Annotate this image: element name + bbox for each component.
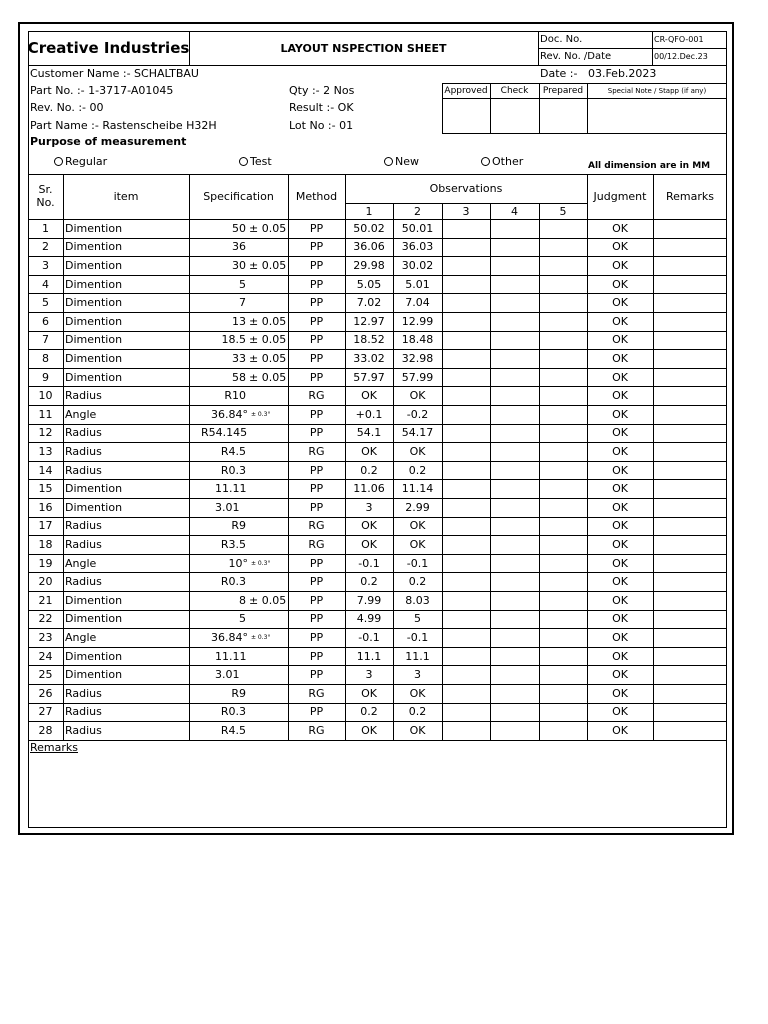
row-specification: 11.11 — [215, 649, 247, 663]
row-item: Dimention — [65, 221, 123, 235]
row-specification: R9 — [231, 686, 246, 700]
row-item: Radius — [65, 686, 102, 700]
row-sr-no: 10 — [38, 389, 53, 403]
row-specification: 18.5 — [221, 333, 246, 347]
row-specification: 50 — [232, 221, 246, 235]
row-observation-2: OK — [409, 686, 426, 700]
row-specification: 3.01 — [215, 500, 240, 514]
row-tolerance: ± 0.05 — [249, 351, 287, 365]
row-sr-no: 5 — [42, 296, 49, 310]
row-observation-1: 5.05 — [356, 277, 382, 291]
row-judgment: OK — [612, 426, 628, 440]
row-specification: 7 — [239, 296, 246, 310]
row-observation-1: -0.1 — [358, 630, 380, 644]
radio-circle-icon — [54, 157, 63, 166]
row-item: Radius — [65, 705, 102, 719]
row-method: RG — [308, 686, 325, 700]
row-method: PP — [309, 630, 324, 644]
header-observation-5: 5 — [559, 204, 567, 218]
row-judgment: OK — [612, 705, 628, 719]
row-observation-1: 7.02 — [356, 296, 382, 310]
row-sr-no: 11 — [38, 407, 53, 421]
header-judgment: Judgment — [593, 190, 647, 203]
row-method: PP — [309, 575, 324, 589]
header-bottom-line — [28, 65, 727, 66]
row-judgment: OK — [612, 370, 628, 384]
row-observation-2: 50.01 — [401, 221, 434, 235]
row-method: RG — [308, 519, 325, 533]
result: Result :- OK — [289, 101, 354, 114]
row-sr-no: 9 — [42, 370, 49, 384]
row-item: Dimention — [65, 314, 123, 328]
table-row-line — [28, 740, 727, 741]
radio-circle-icon — [239, 157, 248, 166]
row-observation-2: 30.02 — [401, 258, 434, 272]
row-tolerance: ± 0.05 — [249, 258, 287, 272]
row-observation-1: 7.99 — [356, 593, 382, 607]
row-item: Dimention — [65, 593, 123, 607]
row-sr-no: 7 — [42, 333, 49, 347]
rev-no: Rev. No. :- 00 — [30, 101, 104, 114]
row-item: Radius — [65, 463, 102, 477]
row-sr-no: 22 — [38, 612, 53, 626]
header-observations: Observations — [429, 182, 503, 195]
row-sr-no: 14 — [38, 463, 53, 477]
row-specification: 3.01 — [215, 668, 240, 682]
row-sr-no: 15 — [38, 482, 53, 496]
row-method: PP — [309, 370, 324, 384]
row-method: PP — [309, 612, 324, 626]
row-specification: R4.5 — [220, 444, 246, 458]
row-item: Angle — [65, 407, 97, 421]
row-tolerance: ± 0.05 — [249, 333, 287, 347]
row-item: Angle — [65, 556, 97, 570]
row-observation-1: OK — [361, 519, 377, 533]
row-sr-no: 12 — [38, 426, 53, 440]
row-sr-no: 3 — [42, 258, 49, 272]
row-observation-1: 4.99 — [356, 612, 382, 626]
purpose-new[interactable]: New — [384, 155, 419, 168]
row-item: Radius — [65, 723, 102, 737]
row-observation-1: 3 — [365, 668, 373, 682]
row-method: PP — [309, 351, 324, 365]
row-observation-2: 8.03 — [405, 593, 430, 607]
row-method: PP — [309, 314, 324, 328]
row-observation-2: 5.01 — [405, 277, 430, 291]
part-no: Part No. :- 1-3717-A01045 — [30, 84, 174, 97]
table-column-line — [539, 203, 540, 740]
row-observation-2: OK — [409, 519, 426, 533]
row-sr-no: 24 — [38, 649, 53, 663]
header-specification: Specification — [203, 190, 274, 203]
row-item: Dimention — [65, 258, 123, 272]
row-item: Dimention — [65, 370, 123, 384]
row-specification: R9 — [231, 519, 246, 533]
row-item: Dimention — [65, 612, 123, 626]
row-observation-2: 32.98 — [401, 351, 434, 365]
row-judgment: OK — [612, 463, 628, 477]
row-sr-no: 8 — [42, 351, 49, 365]
row-item: Radius — [65, 519, 102, 533]
row-item: Dimention — [65, 482, 123, 496]
row-specification: 13 — [232, 314, 246, 328]
row-item: Angle — [65, 630, 97, 644]
row-observation-2: 18.48 — [401, 333, 434, 347]
special-note-label: Special Note / Stapp (if any) — [607, 86, 707, 95]
row-observation-1: 36.06 — [353, 240, 385, 254]
row-method: PP — [309, 556, 324, 570]
header-observation-1: 1 — [365, 204, 373, 218]
row-method: PP — [309, 649, 324, 663]
row-method: PP — [309, 593, 324, 607]
row-sr-no: 18 — [38, 537, 53, 551]
customer-name: Customer Name :- SCHALTBAU — [30, 67, 199, 80]
row-specification: R10 — [224, 389, 246, 403]
row-observation-1: +0.1 — [355, 407, 383, 421]
row-judgment: OK — [612, 407, 628, 421]
header-observation-2: 2 — [414, 204, 421, 218]
row-tolerance: ± 0.3° — [251, 410, 271, 418]
row-judgment: OK — [612, 221, 628, 235]
approval-mid-line — [442, 98, 727, 99]
header-method: Method — [295, 190, 338, 203]
row-judgment: OK — [612, 333, 628, 347]
row-sr-no: 28 — [38, 723, 53, 737]
row-observation-2: 0.2 — [408, 575, 427, 589]
row-observation-2: 11.14 — [401, 482, 434, 496]
sheet-title: LAYOUT NSPECTION SHEET — [280, 41, 447, 55]
row-judgment: OK — [612, 240, 628, 254]
row-specification: 5 — [239, 612, 246, 626]
header-sr-no: Sr. — [38, 182, 53, 196]
header-observation-4: 4 — [511, 204, 518, 218]
row-sr-no: 2 — [42, 240, 49, 254]
row-specification: 33 — [232, 351, 246, 365]
header-item: item — [113, 190, 139, 203]
row-observation-1: 12.97 — [353, 314, 385, 328]
row-method: PP — [309, 407, 324, 421]
row-sr-no: 13 — [38, 444, 53, 458]
row-item: Radius — [65, 537, 102, 551]
qty: Qty :- 2 Nos — [289, 84, 355, 97]
lot-no: Lot No :- 01 — [289, 119, 354, 132]
doc-no-label: Doc. No. — [540, 34, 583, 45]
row-judgment: OK — [612, 482, 628, 496]
row-observation-1: 0.2 — [360, 575, 378, 589]
inspection-date: Date :- 03.Feb.2023 — [540, 67, 657, 80]
row-observation-1: OK — [361, 444, 377, 458]
row-specification: R4.5 — [220, 723, 246, 737]
row-method: PP — [309, 221, 324, 235]
row-observation-2: 11.1 — [405, 649, 430, 663]
row-observation-2: OK — [409, 389, 426, 403]
row-judgment: OK — [612, 258, 628, 272]
row-method: RG — [308, 389, 325, 403]
row-method: RG — [308, 444, 325, 458]
row-item: Dimention — [65, 500, 123, 514]
row-observation-1: 29.98 — [353, 258, 385, 272]
row-judgment: OK — [612, 444, 628, 458]
row-observation-1: 33.02 — [353, 351, 385, 365]
row-observation-2: OK — [409, 537, 426, 551]
row-item: Dimention — [65, 277, 123, 291]
row-observation-2: 36.03 — [401, 240, 434, 254]
row-item: Dimention — [65, 333, 123, 347]
row-observation-2: 0.2 — [408, 705, 427, 719]
row-observation-1: -0.1 — [358, 556, 380, 570]
row-item: Dimention — [65, 240, 123, 254]
row-sr-no: 23 — [38, 630, 53, 644]
table-column-line — [490, 203, 491, 740]
row-observation-1: 50.02 — [353, 221, 385, 235]
row-tolerance: ± 0.05 — [249, 370, 287, 384]
row-judgment: OK — [612, 649, 628, 663]
row-observation-2: OK — [409, 444, 426, 458]
row-observation-1: 57.97 — [353, 370, 385, 384]
row-judgment: OK — [612, 277, 628, 291]
row-observation-1: OK — [361, 723, 377, 737]
prepared-label: Prepared — [542, 85, 584, 96]
row-specification: 58 — [232, 370, 246, 384]
header-remarks: Remarks — [666, 190, 714, 203]
row-method: PP — [309, 240, 324, 254]
row-judgment: OK — [612, 723, 628, 737]
table-column-line — [442, 203, 443, 740]
row-sr-no: 21 — [38, 593, 53, 607]
row-observation-2: 0.2 — [408, 463, 427, 477]
row-method: PP — [309, 277, 324, 291]
row-observation-1: 0.2 — [360, 463, 378, 477]
purpose-test[interactable]: Test — [239, 155, 272, 168]
row-judgment: OK — [612, 500, 628, 514]
row-method: PP — [309, 668, 324, 682]
row-sr-no: 6 — [42, 314, 49, 328]
row-item: Radius — [65, 575, 102, 589]
row-sr-no: 17 — [38, 519, 53, 533]
part-name: Part Name :- Rastenscheibe H32H — [30, 119, 217, 132]
row-judgment: OK — [612, 612, 628, 626]
check-label: Check — [500, 85, 529, 96]
row-observation-1: OK — [361, 537, 377, 551]
rev-date-value: 00/12.Dec.23 — [654, 52, 708, 61]
row-tolerance: ± 0.05 — [249, 593, 287, 607]
approved-label: Approved — [444, 85, 488, 96]
purpose-other[interactable]: Other — [481, 155, 523, 168]
row-observation-2: -0.2 — [406, 407, 429, 421]
purpose-regular[interactable]: Regular — [54, 155, 107, 168]
row-specification: 36.84° — [211, 407, 248, 421]
row-judgment: OK — [612, 314, 628, 328]
row-item: Dimention — [65, 668, 123, 682]
row-method: PP — [309, 296, 324, 310]
row-specification: R0.3 — [220, 575, 246, 589]
row-specification: 36 — [232, 240, 246, 254]
remarks-label: Remarks — [30, 741, 78, 754]
row-specification: 30 — [232, 258, 246, 272]
row-specification: R3.5 — [220, 537, 246, 551]
row-specification: R54.145 — [201, 426, 248, 440]
row-judgment: OK — [612, 686, 628, 700]
row-judgment: OK — [612, 296, 628, 310]
header-sr-no-2: No. — [36, 195, 55, 209]
radio-circle-icon — [481, 157, 490, 166]
row-specification: R0.3 — [220, 705, 246, 719]
row-judgment: OK — [612, 668, 628, 682]
row-observation-1: 18.52 — [353, 333, 385, 347]
row-observation-2: 2.99 — [405, 500, 430, 514]
row-sr-no: 19 — [38, 556, 53, 570]
row-observation-1: OK — [361, 686, 377, 700]
row-judgment: OK — [612, 389, 628, 403]
purpose-label: Purpose of measurement — [30, 135, 187, 148]
row-judgment: OK — [612, 519, 628, 533]
row-item: Radius — [65, 389, 102, 403]
row-method: PP — [309, 705, 324, 719]
row-method: PP — [309, 426, 324, 440]
row-tolerance: ± 0.3° — [251, 633, 271, 641]
row-tolerance: ± 0.3° — [251, 559, 271, 567]
row-sr-no: 27 — [38, 705, 53, 719]
row-observation-2: -0.1 — [406, 630, 429, 644]
row-observation-2: 7.04 — [405, 296, 430, 310]
row-item: Dimention — [65, 351, 123, 365]
row-observation-1: OK — [361, 389, 377, 403]
row-judgment: OK — [612, 351, 628, 365]
row-sr-no: 25 — [38, 668, 53, 682]
row-observation-2: 57.99 — [401, 370, 434, 384]
row-item: Dimention — [65, 649, 123, 663]
row-observation-2: 54.17 — [401, 426, 434, 440]
row-method: PP — [309, 258, 324, 272]
row-observation-2: -0.1 — [406, 556, 429, 570]
row-observation-1: 11.1 — [356, 649, 382, 663]
row-observation-2: 5 — [414, 612, 421, 626]
radio-circle-icon — [384, 157, 393, 166]
row-method: PP — [309, 463, 324, 477]
row-item: Dimention — [65, 296, 123, 310]
row-item: Radius — [65, 444, 102, 458]
row-method: RG — [308, 723, 325, 737]
row-sr-no: 20 — [38, 575, 53, 589]
row-method: PP — [309, 500, 324, 514]
row-observation-2: OK — [409, 723, 426, 737]
row-judgment: OK — [612, 556, 628, 570]
header-observation-3: 3 — [462, 204, 470, 218]
row-judgment: OK — [612, 537, 628, 551]
row-judgment: OK — [612, 593, 628, 607]
row-judgment: OK — [612, 630, 628, 644]
row-method: RG — [308, 537, 325, 551]
row-specification: 10° — [228, 556, 248, 570]
row-observation-1: 54.1 — [356, 426, 382, 440]
row-item: Radius — [65, 426, 102, 440]
row-method: PP — [309, 482, 324, 496]
table-column-line — [653, 174, 654, 740]
row-tolerance: ± 0.05 — [249, 221, 287, 235]
row-specification: 5 — [239, 277, 246, 291]
row-specification: 11.11 — [215, 482, 247, 496]
row-method: PP — [309, 333, 324, 347]
row-judgment: OK — [612, 575, 628, 589]
row-sr-no: 26 — [38, 686, 53, 700]
row-observation-2: 12.99 — [401, 314, 434, 328]
row-sr-no: 1 — [42, 221, 49, 235]
row-observation-2: 3 — [414, 668, 421, 682]
doc-no-value: CR-QFO-001 — [654, 35, 704, 44]
row-specification: 8 — [239, 593, 246, 607]
row-specification: 36.84° — [211, 630, 248, 644]
rev-date-label: Rev. No. /Date — [540, 51, 612, 62]
row-tolerance: ± 0.05 — [249, 314, 287, 328]
row-specification: R0.3 — [220, 463, 246, 477]
row-observation-1: 11.06 — [353, 482, 385, 496]
row-observation-1: 3 — [365, 500, 373, 514]
all-dimension-note: All dimension are in MM — [588, 161, 711, 171]
row-sr-no: 4 — [42, 277, 49, 291]
row-observation-1: 0.2 — [360, 705, 378, 719]
company-name: Creative Industries — [27, 39, 190, 57]
row-sr-no: 16 — [38, 500, 53, 514]
